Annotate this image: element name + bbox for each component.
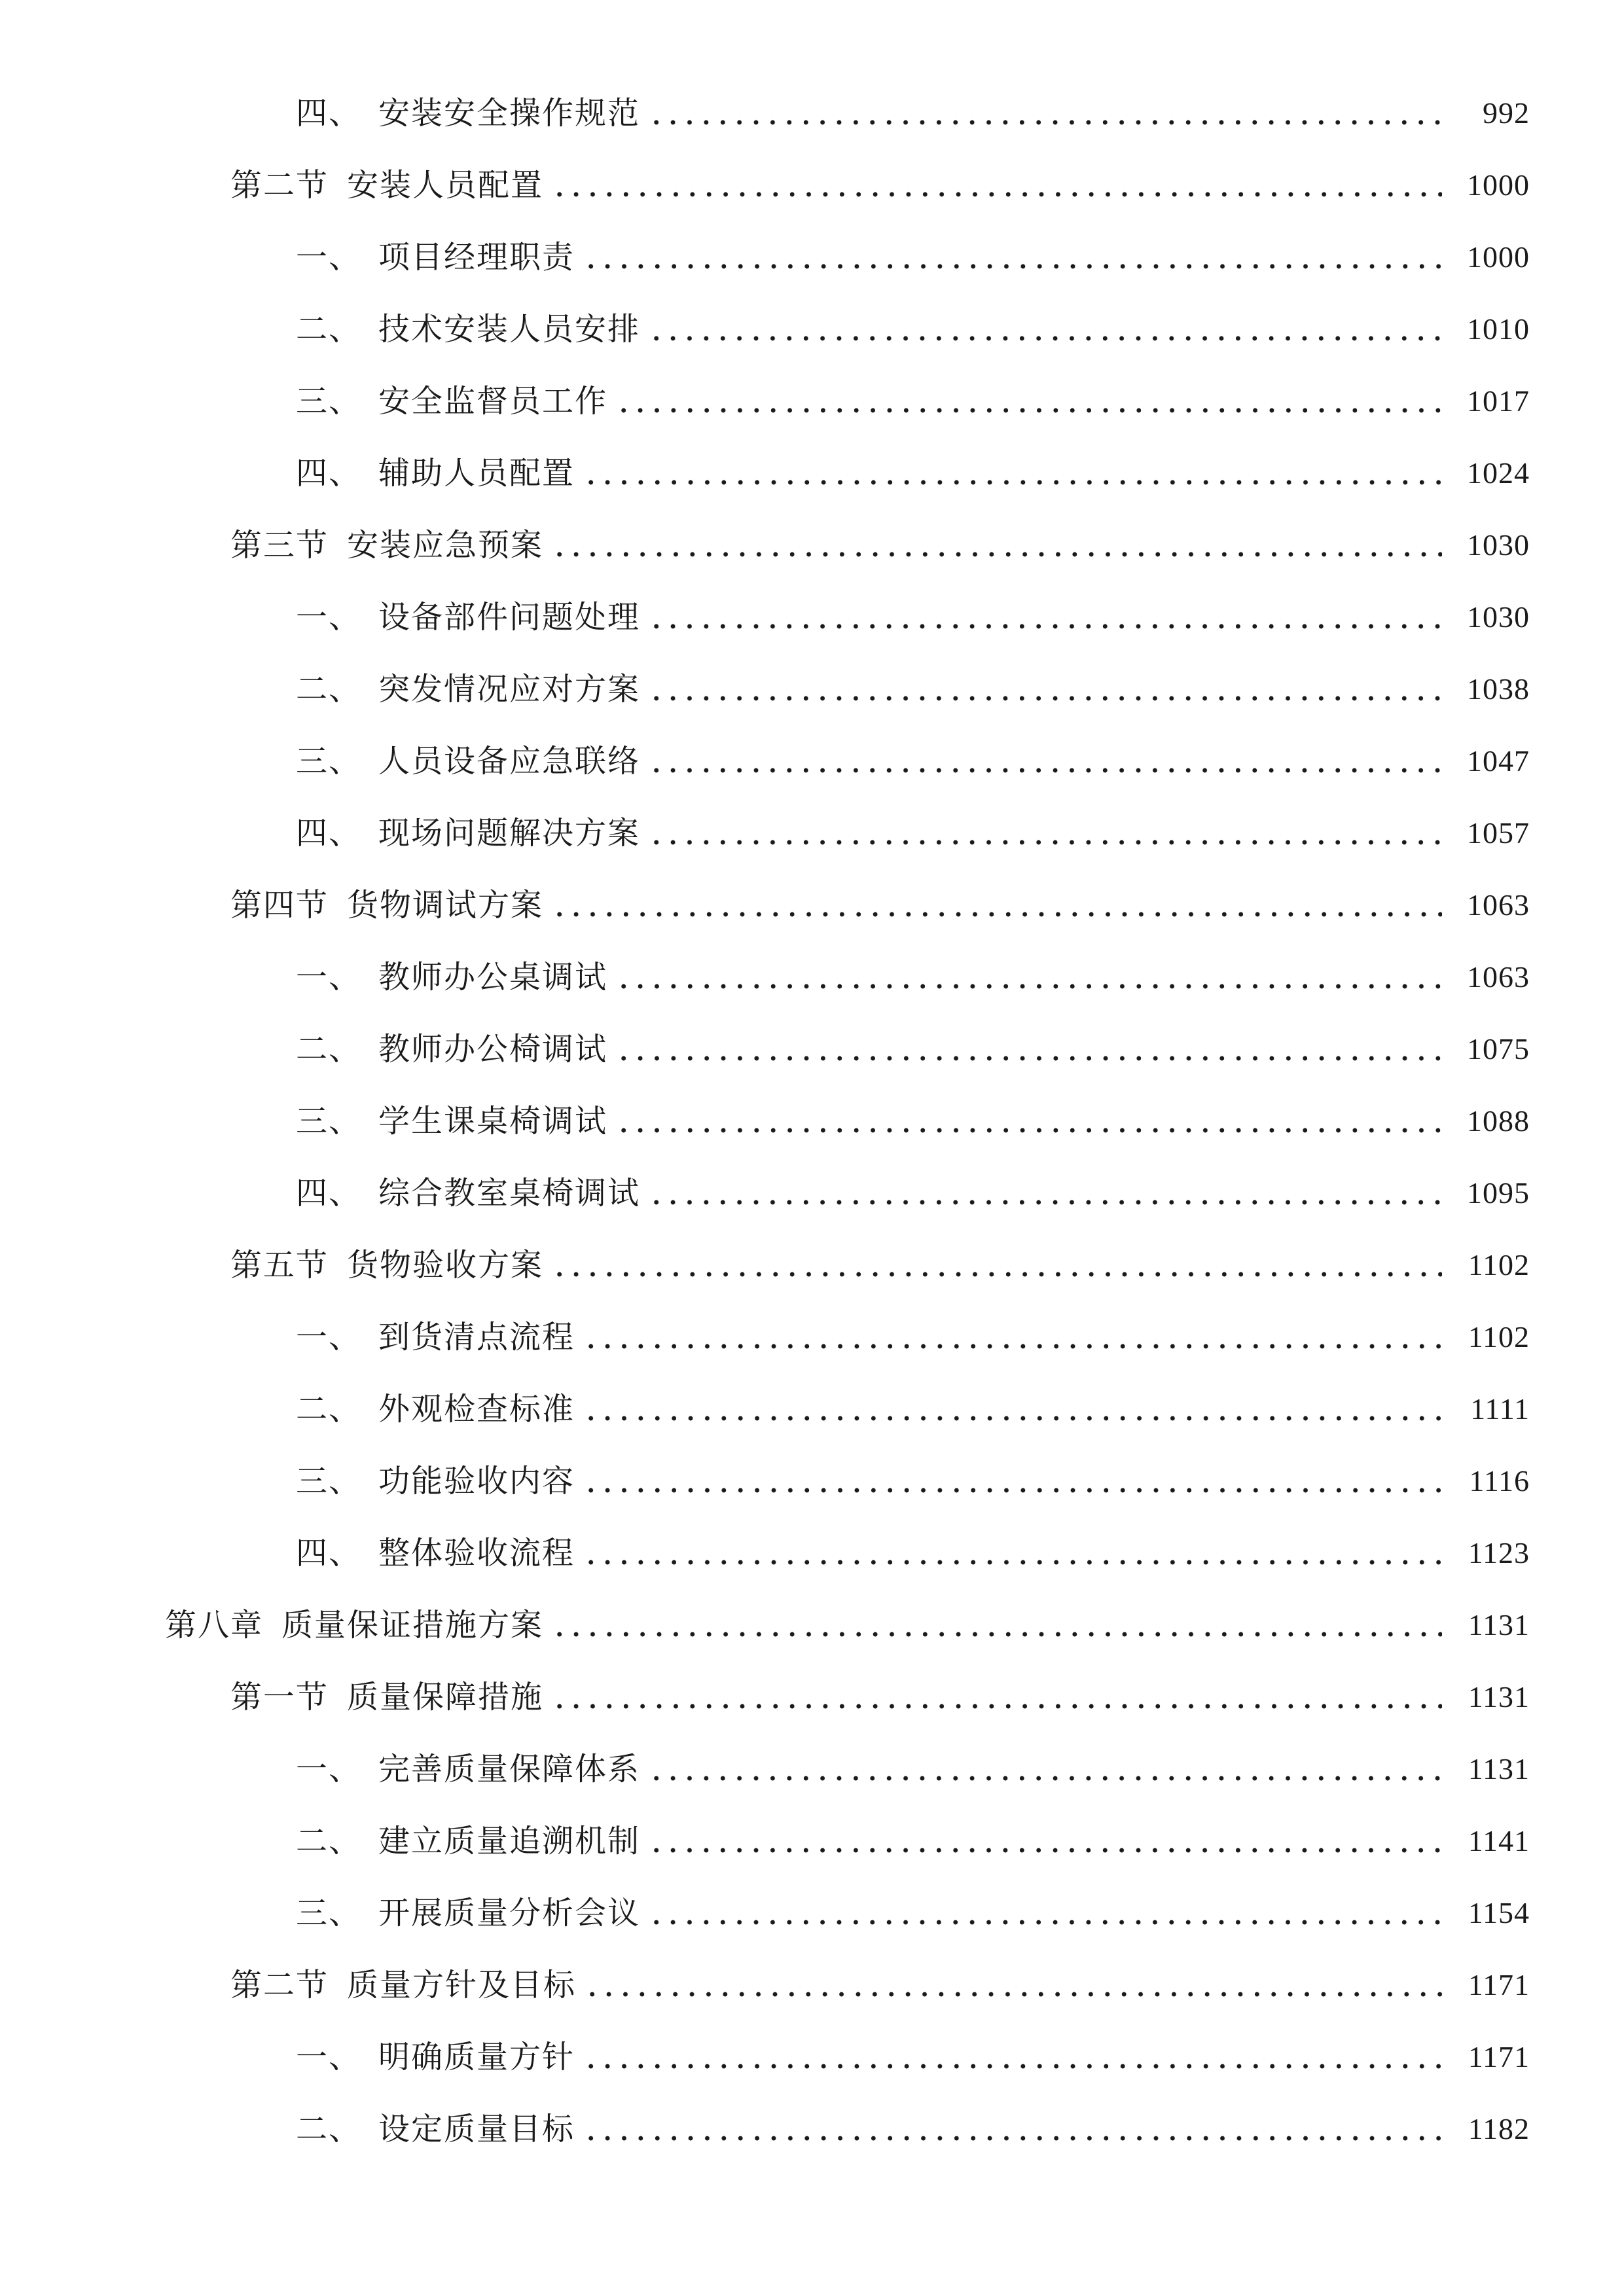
toc-entry-title: 安装安全操作规范: [378, 95, 641, 132]
toc-entry-title: 货物调试方案: [347, 887, 544, 924]
toc-entry-title: 教师办公椅调试: [378, 1031, 608, 1067]
dot-leader: [648, 623, 1442, 630]
toc-entry-label: [230, 1681, 543, 1713]
dot-leader: [615, 1055, 1442, 1062]
toc-entry-number: 二、: [296, 311, 362, 348]
toc-entry-label: [296, 239, 575, 276]
toc-entry-title: 综合教室桌椅调试: [378, 1175, 641, 1211]
toc-entry-page-number: 1038: [1467, 672, 1530, 706]
toc-entry-page-number: 1141: [1468, 1824, 1530, 1857]
toc-entry-page-number: 1030: [1467, 528, 1530, 562]
toc-entry-number: 第二节: [230, 167, 329, 204]
toc-entry-title: 质量保障措施: [347, 1679, 544, 1715]
toc-entry-page-number: 1182: [1468, 2112, 1530, 2145]
toc-entry-page-number: 1063: [1467, 888, 1530, 922]
toc-entry-label: [296, 95, 641, 132]
dot-leader: [583, 479, 1442, 486]
dot-leader: [551, 911, 1442, 918]
toc-entry-label: [296, 311, 641, 348]
dot-leader: [583, 1559, 1442, 1566]
toc-entry-page-number: 1095: [1467, 1176, 1530, 1210]
toc-entry-title: 突发情况应对方案: [378, 671, 641, 708]
dot-leader: [648, 1199, 1442, 1206]
toc-entry-page-number: 1024: [1467, 456, 1530, 490]
toc-entry-number: 四、: [296, 95, 362, 132]
toc-entry-page-number: 1088: [1467, 1104, 1530, 1138]
toc-entry-number: 一、: [296, 599, 362, 636]
toc-entry-page-number: 1116: [1469, 1464, 1530, 1498]
toc-entry[interactable]: [0, 437, 1624, 509]
toc-entry[interactable]: [0, 293, 1624, 365]
toc-entry-page-number: 1010: [1467, 312, 1530, 346]
toc-entry-label: [296, 1825, 640, 1857]
toc-entry-label: [296, 1537, 575, 1569]
dot-leader: [615, 1127, 1442, 1134]
toc-entry-title: 质量保证措施方案: [281, 1607, 544, 1643]
toc-entry-page-number: 1154: [1468, 1896, 1530, 1929]
toc-entry[interactable]: [0, 1229, 1624, 1301]
dot-leader: [551, 551, 1442, 558]
dot-leader: [583, 1343, 1442, 1350]
toc-entry-page-number: 1063: [1467, 960, 1530, 994]
toc-entry-label: [230, 887, 544, 924]
toc-entry-page-number: 1102: [1468, 1248, 1530, 1282]
toc-entry[interactable]: [0, 1589, 1624, 1661]
toc-entry-page-number: 1131: [1468, 1752, 1530, 1785]
toc-entry-number: 三、: [296, 743, 362, 780]
toc-entry[interactable]: [0, 1013, 1624, 1085]
toc-entry-title: 技术安装人员安排: [378, 311, 641, 348]
toc-entry-number: 二、: [296, 1823, 362, 1859]
toc-entry-label: [296, 1393, 575, 1425]
toc-entry-page-number: 1030: [1467, 600, 1530, 634]
dot-leader: [648, 1847, 1442, 1854]
dot-leader: [551, 1703, 1442, 1710]
toc-entry[interactable]: [0, 1517, 1624, 1589]
toc-entry[interactable]: [0, 869, 1624, 941]
toc-entry-label: [296, 815, 641, 852]
toc-entry-label: [296, 1105, 607, 1137]
toc-entry-title: 设备部件问题处理: [378, 599, 641, 636]
toc-entry-number: 二、: [296, 671, 362, 708]
toc-entry-title: 建立质量追溯机制: [378, 1823, 641, 1859]
toc-entry-page-number: 1017: [1467, 384, 1530, 418]
toc-entry-page-number: 1131: [1468, 1680, 1530, 1713]
toc-entry-page-number: 1075: [1467, 1032, 1530, 1066]
toc-entry[interactable]: [0, 77, 1624, 149]
toc-entry[interactable]: [0, 149, 1624, 221]
dot-leader: [584, 1991, 1442, 1998]
dot-leader: [615, 407, 1442, 414]
toc-entry-title: 设定质量目标: [378, 2111, 575, 2147]
dot-leader: [583, 263, 1442, 270]
toc-entry-number: 第四节: [230, 887, 329, 924]
toc-entry[interactable]: [0, 1877, 1624, 1949]
toc-entry[interactable]: [0, 1733, 1624, 1805]
toc-entry-title: 质量方针及目标: [347, 1967, 577, 2003]
toc-entry-label: [296, 2041, 575, 2073]
toc-entry-number: 第三节: [230, 527, 329, 564]
toc-entry-number: 四、: [296, 1175, 362, 1211]
toc-entry-number: 一、: [296, 1319, 362, 1355]
toc-entry-title: 现场问题解决方案: [378, 815, 641, 852]
toc-entry-title: 教师办公桌调试: [378, 959, 608, 996]
toc-entry[interactable]: [0, 581, 1624, 653]
toc-entry-title: 到货清点流程: [378, 1319, 575, 1355]
toc-entry-title: 安装人员配置: [347, 167, 544, 204]
toc-entry[interactable]: [0, 941, 1624, 1013]
toc-entry-label: [296, 743, 641, 780]
toc-entry-page-number: 1131: [1468, 1608, 1530, 1641]
toc-entry-title: 安装应急预案: [347, 527, 544, 564]
toc-entry-title: 学生课桌椅调试: [378, 1103, 608, 1139]
toc-entry-title: 开展质量分析会议: [378, 1895, 641, 1931]
toc-entry-page-number: 1171: [1468, 2040, 1530, 2073]
toc-entry-number: 四、: [296, 1535, 362, 1571]
toc-entry-number: 四、: [296, 455, 362, 492]
toc-entry-number: 第一节: [230, 1679, 329, 1715]
toc-entry-title: 货物验收方案: [347, 1247, 544, 1283]
toc-entry-page-number: 1047: [1467, 744, 1530, 778]
dot-leader: [551, 1271, 1442, 1278]
toc-entry-number: 三、: [296, 1895, 362, 1931]
toc-entry-label: [296, 1321, 575, 1353]
toc-entry-number: 第八章: [165, 1607, 264, 1643]
dot-leader: [648, 335, 1442, 342]
dot-leader: [551, 191, 1442, 198]
toc-entry-title: 完善质量保障体系: [378, 1751, 641, 1787]
dot-leader: [648, 839, 1442, 846]
toc-entry-title: 人员设备应急联络: [378, 743, 641, 780]
toc-entry-label: [296, 1897, 640, 1929]
toc-entry-page-number: 1000: [1467, 168, 1530, 202]
toc-entry-label: [296, 2113, 575, 2145]
toc-entry[interactable]: [0, 365, 1624, 437]
toc-entry-label: [230, 1969, 576, 2001]
toc-entry-title: 项目经理职责: [378, 239, 575, 276]
table-of-contents: [0, 77, 1624, 2165]
toc-entry-page-number: 1171: [1468, 1968, 1530, 2001]
toc-entry-label: [296, 671, 641, 708]
toc-entry-title: 辅助人员配置: [378, 455, 575, 492]
toc-entry[interactable]: [0, 1661, 1624, 1733]
toc-entry[interactable]: [0, 1373, 1624, 1445]
toc-entry-label: [296, 383, 608, 420]
toc-entry-number: 二、: [296, 1031, 362, 1067]
toc-entry-number: 二、: [296, 2111, 362, 2147]
dot-leader: [648, 1775, 1442, 1782]
toc-entry[interactable]: [0, 1805, 1624, 1877]
dot-leader: [648, 1919, 1442, 1926]
toc-entry-number: 四、: [296, 815, 362, 852]
toc-entry[interactable]: [0, 2021, 1624, 2093]
toc-entry-page-number: 1057: [1467, 816, 1530, 850]
toc-entry-label: [296, 959, 608, 996]
toc-entry[interactable]: [0, 1949, 1624, 2021]
dot-leader: [615, 983, 1442, 990]
toc-entry-number: 第五节: [230, 1247, 329, 1283]
toc-entry-number: 一、: [296, 239, 362, 276]
toc-entry-number: 一、: [296, 959, 362, 996]
dot-leader: [583, 1415, 1442, 1422]
dot-leader: [551, 1631, 1442, 1638]
toc-entry-label: [296, 455, 575, 492]
dot-leader: [583, 2135, 1442, 2142]
toc-entry-title: 外观检查标准: [378, 1391, 575, 1427]
toc-entry-number: 二、: [296, 1391, 362, 1427]
toc-entry[interactable]: [0, 2093, 1624, 2165]
toc-entry-label: [296, 1177, 640, 1209]
toc-entry-page-number: 1123: [1468, 1536, 1530, 1570]
toc-entry-page-number: 1111: [1470, 1392, 1530, 1426]
toc-entry-label: [230, 527, 544, 564]
toc-entry[interactable]: [0, 221, 1624, 293]
toc-entry[interactable]: [0, 653, 1624, 725]
toc-entry-page-number: 992: [1483, 96, 1530, 130]
toc-entry-title: 整体验收流程: [378, 1535, 575, 1571]
dot-leader: [583, 1487, 1442, 1494]
toc-entry-number: 三、: [296, 383, 362, 420]
toc-entry-number: 三、: [296, 1103, 362, 1139]
toc-entry-number: 一、: [296, 2039, 362, 2075]
toc-entry-label: [230, 167, 544, 204]
toc-entry[interactable]: [0, 1085, 1624, 1157]
toc-entry-page-number: 1000: [1467, 240, 1530, 274]
toc-entry[interactable]: [0, 725, 1624, 797]
toc-entry-label: [296, 1753, 640, 1785]
toc-entry[interactable]: [0, 1301, 1624, 1373]
toc-entry-title: 安全监督员工作: [378, 383, 608, 420]
toc-entry-label: [165, 1609, 543, 1641]
toc-entry-number: 一、: [296, 1751, 362, 1787]
toc-entry[interactable]: [0, 797, 1624, 869]
toc-entry[interactable]: [0, 1445, 1624, 1517]
toc-entry-label: [230, 1249, 543, 1281]
toc-entry-number: 第二节: [230, 1967, 329, 2003]
dot-leader: [648, 119, 1442, 126]
dot-leader: [648, 695, 1442, 702]
dot-leader: [648, 767, 1442, 774]
toc-entry-page-number: 1102: [1468, 1320, 1530, 1354]
toc-entry-label: [296, 1033, 607, 1065]
toc-entry[interactable]: [0, 1157, 1624, 1229]
toc-entry-title: 功能验收内容: [378, 1463, 575, 1499]
toc-entry[interactable]: [0, 509, 1624, 581]
toc-entry-number: 三、: [296, 1463, 362, 1499]
toc-entry-label: [296, 599, 641, 636]
toc-entry-label: [296, 1465, 575, 1497]
dot-leader: [583, 2063, 1442, 2070]
toc-entry-title: 明确质量方针: [378, 2039, 575, 2075]
